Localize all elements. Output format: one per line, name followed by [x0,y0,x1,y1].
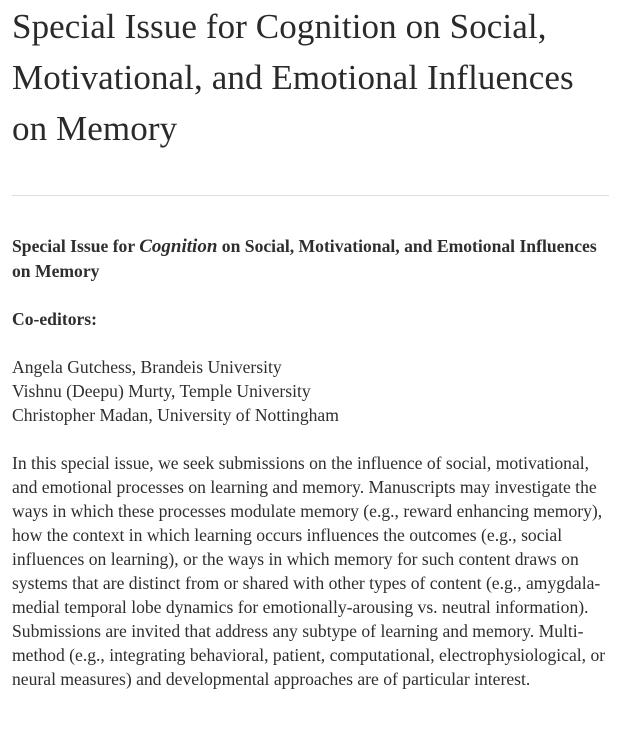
article-heading-suffix: on Social, Motivational, and Emotional Influences on Memory [12,236,597,281]
description-paragraph: In this special issue, we seek submissions on the influence of social, motivational, and emotional processes on learning and memory. Manuscripts may investigate the ways in which these processes modulate memory (e.g., reward enhancing memory), how the context in which learning occurs influences the outcomes (e.g., social influences on learning), or the ways in which memory for such content draws on systems that are distinct from or shared with other types of content (e.g., amygdala-medial temporal lobe dynamics for emotionally-arousing vs. neutral information). Submissions are invited that address any subtype of learning and memory. Multi-method (e.g., integrating behavioral, patient, computational, electrophysiological, or neural measures) and developmental approaches are of particular interest. [12,453,606,689]
page-title: Special Issue for Cognition on Social, Motivational, and Emotional Influences on Memory [12,7,574,148]
divider [12,195,609,196]
article-heading-prefix: Special Issue for [12,236,140,256]
editor-item: Angela Gutchess, Brandeis University [12,357,282,377]
article-heading [12,234,609,283]
editor-list [12,355,609,427]
article-body [12,234,609,691]
editor-item: Vishnu (Deepu) Murty, Temple University [12,381,311,401]
coeditors-label: Co-editors: [12,309,98,329]
editor-item: Christopher Madan, University of Nottingham [12,405,339,425]
journal-name: Cognition [139,236,218,257]
